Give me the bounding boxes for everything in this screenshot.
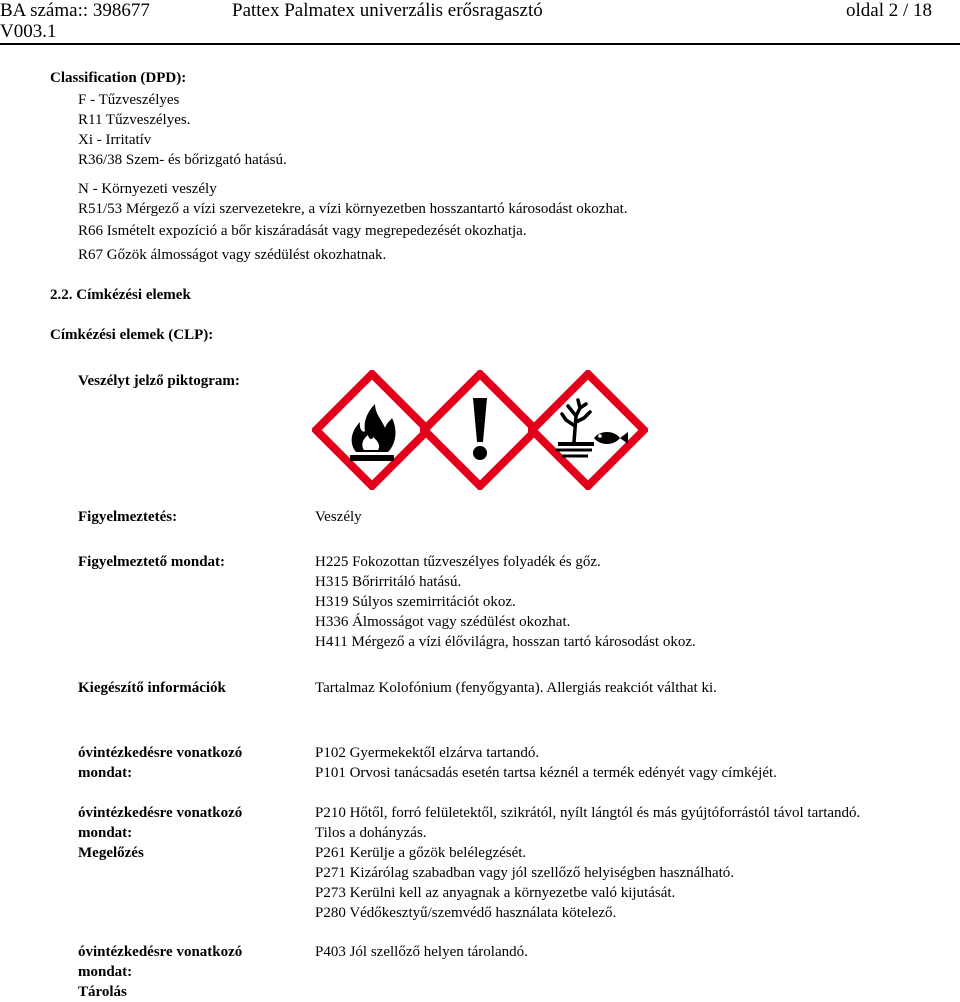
classification-line: R66 Ismételt expozíció a bőr kiszáradását vagy megrepedezését okozhatja.	[78, 223, 527, 239]
page-header	[0, 0, 960, 46]
precaution-prevention-label: Megelőzés	[78, 845, 144, 861]
precaution-statement: P210 Hőtől, forró felületektől, szikrától, nyílt lángtól és más gyújtóforrástól távol tartandó.	[315, 805, 861, 821]
signal-word-value: Veszély	[315, 509, 362, 525]
hazard-statement: H411 Mérgező a vízi élővilágra, hosszan tartó károsodást okoz.	[315, 634, 696, 650]
header-rule	[0, 43, 960, 45]
classification-line: R11 Tűzveszélyes.	[78, 112, 191, 128]
classification-line: N - Környezeti veszély	[78, 181, 217, 197]
product-name: Pattex Palmatex univerzális erősragasztó	[232, 0, 543, 21]
precaution-statement: P273 Kerülni kell az anyagnak a környezetbe való kijutását.	[315, 885, 676, 901]
section-heading: 2.2. Címkézési elemek	[50, 287, 191, 303]
pictogram-label: Veszélyt jelző piktogram:	[78, 373, 240, 389]
supplementary-info-value: Tartalmaz Kolofónium (fenyőgyanta). Allergiás reakciót válthat ki.	[315, 680, 717, 696]
precaution-statement: P403 Jól szellőző helyen tárolandó.	[315, 944, 528, 960]
page-number: oldal 2 / 18	[846, 0, 933, 21]
precaution-statement: P271 Kizárólag szabadban vagy jól szellőző helyiségben használható.	[315, 865, 735, 881]
precaution-general-label: mondat:	[78, 765, 133, 781]
precaution-storage-label: mondat:	[78, 964, 133, 980]
precaution-storage-label: óvintézkedésre vonatkozó	[78, 944, 243, 960]
precaution-general-label: óvintézkedésre vonatkozó	[78, 745, 243, 761]
flame-icon	[312, 370, 432, 490]
signal-word-label: Figyelmeztetés:	[78, 509, 178, 525]
hazard-statement: H319 Súlyos szemirritációt okoz.	[315, 594, 516, 610]
hazard-statement: H225 Fokozottan tűzveszélyes folyadék és gőz.	[315, 554, 601, 570]
precaution-prevention-label: mondat:	[78, 825, 133, 841]
exclamation-mark-icon	[420, 370, 540, 490]
hazard-statement: H315 Bőrirritáló hatású.	[315, 574, 462, 590]
hazard-statement: H336 Álmosságot vagy szédülést okozhat.	[315, 614, 571, 630]
precaution-storage-label: Tárolás	[78, 984, 127, 1000]
classification-line: R51/53 Mérgező a vízi szervezetekre, a vízi környezetben hosszantartó károsodást okozhat.	[78, 201, 628, 217]
environment-icon	[528, 370, 648, 490]
classification-line: Xi - Irritatív	[78, 132, 152, 148]
supplementary-info-label: Kiegészítő információk	[78, 680, 226, 696]
precaution-statement: P280 Védőkesztyű/szemvédő használata kötelező.	[315, 905, 617, 921]
classification-line: R36/38 Szem- és bőrizgató hatású.	[78, 152, 287, 168]
precaution-statement: P101 Orvosi tanácsadás esetén tartsa kéznél a termék edényét vagy címkéjét.	[315, 765, 777, 781]
precaution-statement: Tilos a dohányzás.	[315, 825, 427, 841]
precaution-statement: P261 Kerülje a gőzök belélegzését.	[315, 845, 527, 861]
clp-heading: Címkézési elemek (CLP):	[50, 327, 214, 343]
document-version: V003.1	[0, 21, 57, 42]
precaution-statement: P102 Gyermekektől elzárva tartandó.	[315, 745, 540, 761]
classification-line: F - Tűzveszélyes	[78, 92, 180, 108]
classification-line: R67 Gőzök álmosságot vagy szédülést okozhatnak.	[78, 247, 387, 263]
classification-heading: Classification (DPD):	[50, 70, 187, 86]
document-number: BA száma:: 398677	[0, 0, 150, 21]
precaution-prevention-label: óvintézkedésre vonatkozó	[78, 805, 243, 821]
hazard-statements-label: Figyelmeztető mondat:	[78, 554, 226, 570]
